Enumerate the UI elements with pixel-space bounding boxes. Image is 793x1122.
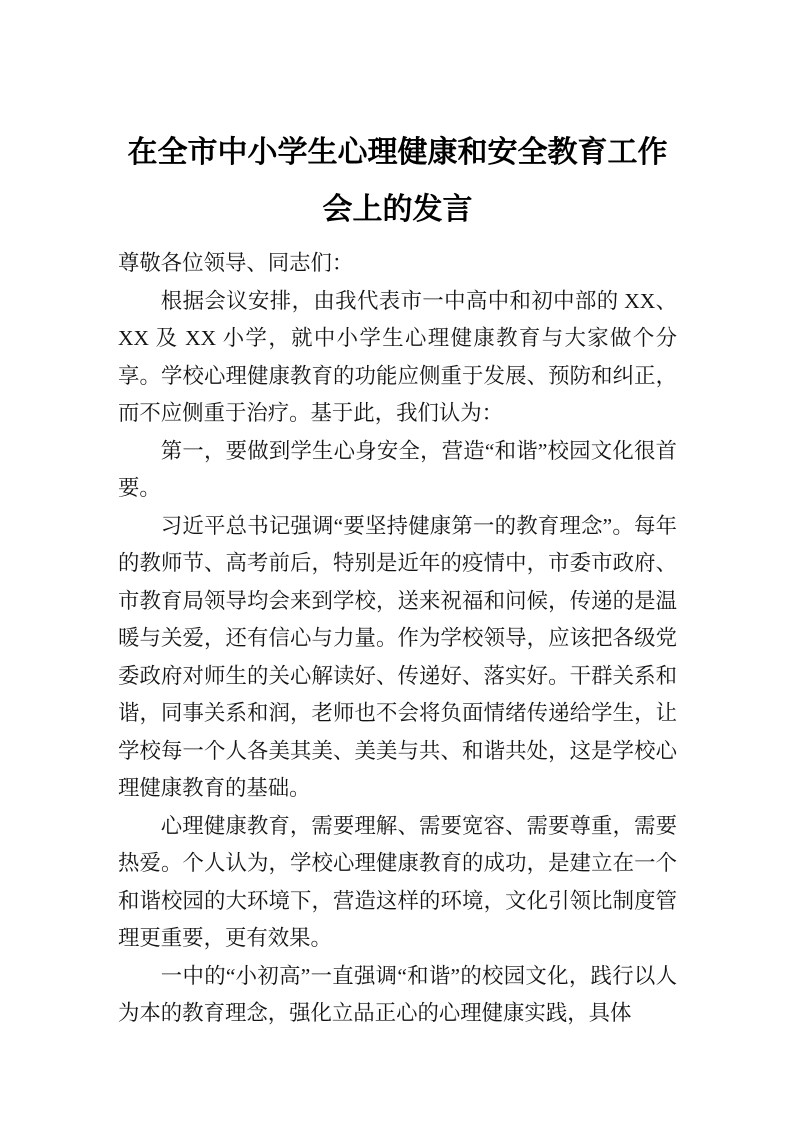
paragraph-practice: 一中的“小初高”一直强调“和谐”的校园文化，践行以人为本的教育理念，强化立品正心的心理健康实践，具体 xyxy=(118,963,677,1025)
paragraph-intro: 根据会议安排，由我代表市一中高中和初中部的 XX、XX 及 XX 小学，就中小学生心理健康教育与大家做个分享。学校心理健康教育的功能应侧重于发展、预防和纠正，而不应侧重于治疗。基于此，我们认为： xyxy=(118,288,677,425)
paragraph-point-one: 第一，要做到学生心身安全，营造“和谐”校园文化很首要。 xyxy=(118,438,677,500)
document-title: 在全市中小学生心理健康和安全教育工作会上的发言 xyxy=(127,136,668,226)
document-body xyxy=(118,245,677,1033)
salutation-line: 尊敬各位领导、同志们： xyxy=(118,251,354,275)
paragraph-harmony-culture: 习近平总书记强调“要坚持健康第一的教育理念”。每年的教师节、高考前后，特别是近年的疫情中，市委市政府、市教育局领导均会来到学校，送来祝福和问候，传递的是温暖与关爱，还有信心与力量。作为学校领导，应该把各级党委政府对师生的关心解读好、传递好、落实好。干群关系和谐，同事关系和润，老师也不会将负面情绪传递给学生，让学校每一个人各美其美、美美与共、和谐共处，这是学校心理健康教育的基础。 xyxy=(118,513,677,800)
paragraph-understanding: 心理健康教育，需要理解、需要宽容、需要尊重，需要热爱。个人认为，学校心理健康教育的成功，是建立在一个和谐校园的大环境下，营造这样的环境，文化引领比制度管理更重要，更有效果。 xyxy=(118,813,677,950)
